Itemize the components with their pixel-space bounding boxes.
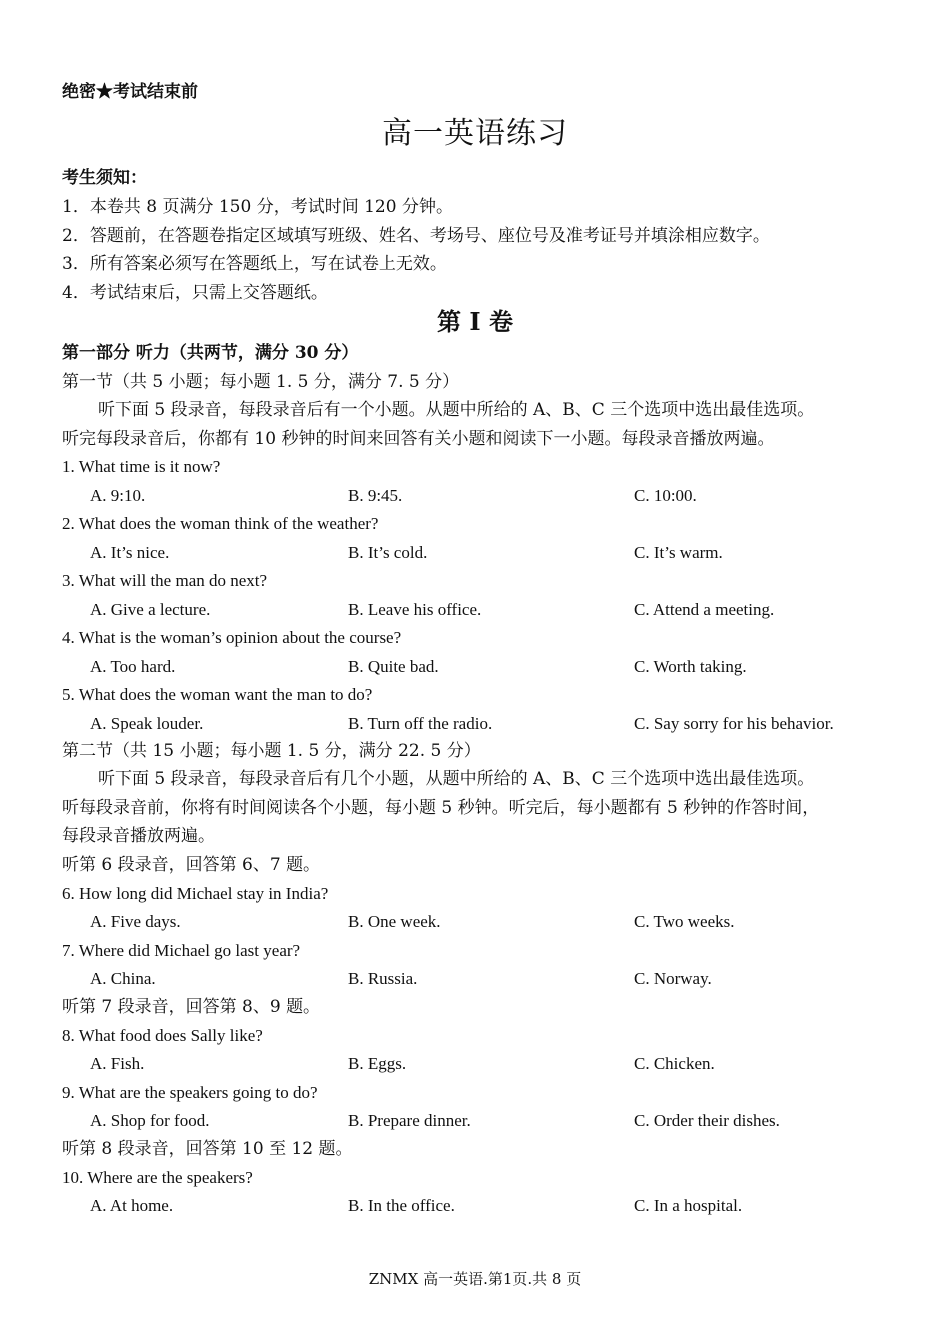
notice-item-3: 3．所有答案必须写在答题纸上，写在试卷上无效。 (62, 254, 447, 274)
q9-option-a: A. Shop for food. (90, 1111, 210, 1130)
question-7: 7. Where did Michael go last year? (62, 941, 301, 960)
question-2: 2. What does the woman think of the weather? (62, 514, 379, 533)
q7-option-a: A. China. (90, 969, 156, 988)
section1-instruction-1: 听下面 5 段录音，每段录音后有一个小题。从题中所给的 A、B、C 三个选项中选出最佳选项。 (98, 400, 815, 420)
question-1: 1. What time is it now? (62, 457, 221, 476)
q3-option-c: C. Attend a meeting. (634, 600, 775, 619)
question-8: 8. What food does Sally like? (62, 1026, 263, 1045)
question-4: 4. What is the woman’s opinion about the course? (62, 628, 402, 647)
q1-option-b: B. 9:45. (348, 486, 403, 505)
q6-option-c: C. Two weeks. (634, 912, 735, 931)
question-10: 10. Where are the speakers? (62, 1168, 253, 1187)
section2-instruction-1: 听下面 5 段录音，每段录音后有几个小题，从题中所给的 A、B、C 三个选项中选出最佳选项。 (98, 769, 815, 789)
notice-heading: 考生须知： (62, 168, 147, 188)
q8-option-c: C. Chicken. (634, 1054, 715, 1073)
q5-option-c: C. Say sorry for his behavior. (634, 714, 834, 733)
question-6: 6. How long did Michael stay in India? (62, 884, 329, 903)
group-8-instruction: 听第 8 段录音，回答第 10 至 12 题。 (62, 1139, 353, 1159)
q3-option-b: B. Leave his office. (348, 600, 482, 619)
question-5: 5. What does the woman want the man to do? (62, 685, 373, 704)
part1-heading: 第一部分 听力（共两节，满分 30 分） (62, 343, 359, 363)
confidential-label: 绝密★考试结束前 (62, 82, 198, 102)
section2-instruction-2: 听每段录音前，你将有时间阅读各个小题，每小题 5 秒钟。听完后，每小题都有 5 秒钟的作答时间， (62, 798, 820, 818)
q9-option-c: C. Order their dishes. (634, 1111, 780, 1130)
section1-instruction-2: 听完每段录音后，你都有 10 秒钟的时间来回答有关小题和阅读下一小题。每段录音播放两遍。 (62, 429, 775, 449)
q8-option-b: B. Eggs. (348, 1054, 407, 1073)
notice-item-1: 1．本卷共 8 页满分 150 分，考试时间 120 分钟。 (62, 197, 453, 217)
notice-item-4: 4．考试结束后，只需上交答题纸。 (62, 283, 328, 303)
group-7-instruction: 听第 7 段录音，回答第 8、9 题。 (62, 997, 321, 1017)
q8-option-a: A. Fish. (90, 1054, 145, 1073)
exam-title: 高一英语练习 (382, 116, 568, 151)
q5-option-b: B. Turn off the radio. (348, 714, 493, 733)
q7-option-b: B. Russia. (348, 969, 418, 988)
section2-instruction-3: 每段录音播放两遍。 (62, 826, 215, 846)
q3-option-a: A. Give a lecture. (90, 600, 211, 619)
q1-option-a: A. 9:10. (90, 486, 146, 505)
q2-option-b: B. It’s cold. (348, 543, 428, 562)
page-footer: ZNMX 高一英语.第1页.共 8 页 (368, 1270, 582, 1288)
question-3: 3. What will the man do next? (62, 571, 268, 590)
section1-heading: 第一节（共 5 小题；每小题 1. 5 分，满分 7. 5 分） (62, 372, 460, 392)
q4-option-b: B. Quite bad. (348, 657, 439, 676)
q6-option-a: A. Five days. (90, 912, 181, 931)
volume-title: 第 I 卷 (437, 307, 513, 336)
q4-option-c: C. Worth taking. (634, 657, 747, 676)
question-9: 9. What are the speakers going to do? (62, 1083, 318, 1102)
q1-option-c: C. 10:00. (634, 486, 697, 505)
q9-option-b: B. Prepare dinner. (348, 1111, 471, 1130)
notice-item-2: 2．答题前，在答题卷指定区域填写班级、姓名、考场号、座位号及准考证号并填涂相应数字。 (62, 226, 770, 246)
q10-option-a: A. At home. (90, 1196, 174, 1215)
q10-option-b: B. In the office. (348, 1196, 455, 1215)
q7-option-c: C. Norway. (634, 969, 712, 988)
q2-option-a: A. It’s nice. (90, 543, 170, 562)
section2-heading: 第二节（共 15 小题；每小题 1. 5 分，满分 22. 5 分） (62, 741, 481, 761)
q6-option-b: B. One week. (348, 912, 441, 931)
q10-option-c: C. In a hospital. (634, 1196, 743, 1215)
group-6-instruction: 听第 6 段录音，回答第 6、7 题。 (62, 855, 321, 875)
q2-option-c: C. It’s warm. (634, 543, 723, 562)
q5-option-a: A. Speak louder. (90, 714, 204, 733)
q4-option-a: A. Too hard. (90, 657, 176, 676)
